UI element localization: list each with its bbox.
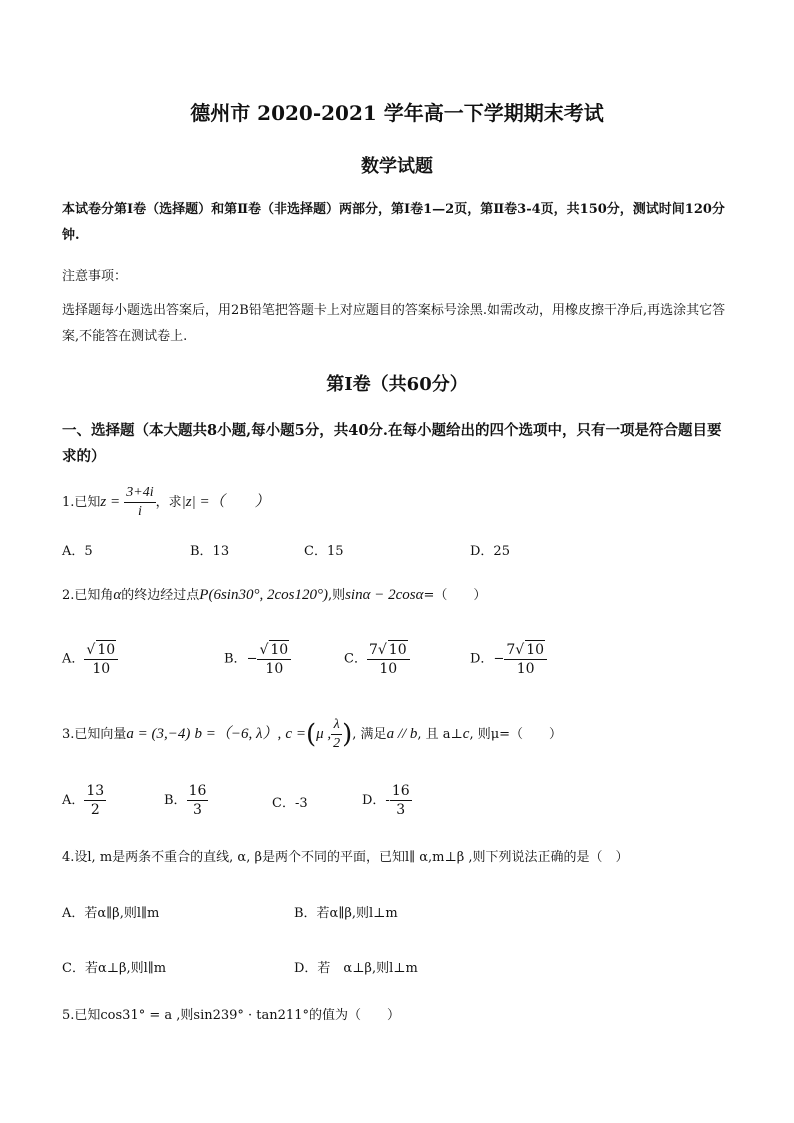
question-1 (62, 484, 270, 521)
q3-vec-b: b =（−6, λ）, (194, 726, 282, 742)
q2-stem-b: 的终边经过点 (121, 588, 200, 603)
question-3 (62, 716, 562, 753)
q2-c-rad: 10 (388, 642, 407, 658)
notice-text: 选择题每小题选出答案后，用2B铅笔把答题卡上对应题目的答案标号涂黑.如需改动，用橡皮擦干净后,再选涂其它答案,不能答在测试卷上. (62, 303, 726, 344)
q1-frac-num: 3+4i (124, 484, 155, 503)
q4-option-a: A．若α∥β,则l∥m (62, 906, 160, 921)
q3-d-den: 3 (396, 802, 406, 818)
q2-b-label: B． (224, 651, 247, 667)
question-4: 4.设l, m是两条不重合的直线, α, β是两个不同的平面，已知l∥ α,m⊥β ,则下列说法正确的是（ ） (62, 850, 629, 865)
q2-c-label: C． (344, 651, 367, 667)
q1-option-a: A．5 (62, 544, 93, 559)
q3-right-paren: ) (342, 719, 353, 750)
q2-alpha: α (113, 587, 122, 603)
q3-option-c: C．-3 (272, 796, 308, 811)
question-2 (62, 584, 486, 604)
q1-frac-den: i (137, 504, 142, 519)
q2-c-den: 10 (379, 661, 398, 677)
q2-d-coef: 7 (506, 642, 516, 658)
q2-expr: sinα − 2cosα (345, 587, 424, 603)
q3-stem-a: 3.已知向量 (62, 727, 127, 742)
q3-cond2: c (462, 726, 470, 742)
q1-prefix: 1.已知 (62, 495, 101, 510)
q2-d-label: D． (470, 651, 494, 667)
q4-option-b: B．若α∥β,则l⊥m (294, 906, 398, 921)
q3-cond1: a // b (386, 726, 418, 742)
q3-stem-d: , 则μ=（ ） (469, 727, 563, 742)
q2-a-label: A． (62, 651, 85, 667)
q2-b-den: 10 (265, 661, 284, 677)
q1-fraction (124, 484, 155, 521)
q2-a-rad: 10 (97, 642, 116, 658)
q4-option-c: C．若α⊥β,则l∥m (62, 961, 167, 976)
q3-b-den: 3 (193, 802, 202, 818)
q2-option-b (224, 640, 291, 678)
q3-b-label: B． (164, 793, 187, 808)
q3-option-d (362, 782, 412, 819)
section-title: 一、选择题（本大题共8小题,每小题5分，共40分.在每小题给出的四个选项中，只有一项是符合题目要求的） (62, 422, 722, 465)
q2-b-sign: − (246, 651, 258, 667)
q3-vec-a: a = (3,−4) (126, 726, 191, 742)
q2-a-den: 10 (92, 661, 111, 677)
q2-a-frac: $\frac{√ 10}{10}$ (84, 640, 118, 678)
q3-c-den: 2 (333, 736, 341, 751)
question-5: 5.已知cos31° = a ,则sin239° · tan211°的值为（ ） (62, 1008, 400, 1023)
q3-a-label: A． (62, 793, 85, 808)
q2-stem-c: ,则 (327, 588, 346, 603)
exam-subtitle: 数学试题 (361, 156, 433, 177)
q2-d-sign: − (493, 651, 505, 667)
q2-option-d (470, 640, 547, 678)
q3-b-num: 16 (188, 783, 207, 799)
notice-label: 注意事项： (62, 269, 128, 284)
exam-title: 德州市 2020-2021 学年高一下学期期末考试 (190, 101, 604, 125)
q2-d-rad: 10 (526, 642, 545, 658)
part1-heading: 第Ⅰ卷（共60分） (326, 374, 468, 395)
q3-c-frac (331, 716, 342, 753)
q1-ask: ，求 (155, 495, 182, 510)
q1-option-b: B．13 (190, 544, 230, 559)
q3-a-frac (84, 782, 106, 819)
q3-d-frac (390, 782, 412, 819)
q3-option-b (164, 782, 208, 819)
q3-vec-c-pre: c = (285, 726, 306, 742)
q2-option-a (62, 640, 118, 678)
q3-a-num: 13 (86, 783, 105, 799)
q2-point: P(6sin30°, 2cos120°) (199, 587, 328, 603)
q3-stem-b: , 满足 (352, 727, 387, 742)
q1-z-eq: z = (100, 494, 121, 510)
q4-option-d: D．若 α⊥β,则l⊥m (294, 961, 418, 976)
q3-stem-c: , 且 a⊥ (417, 727, 463, 742)
q2-c-coef: 7 (368, 642, 378, 658)
q3-b-frac (187, 782, 209, 819)
q1-option-d: D．25 (470, 544, 510, 559)
q1-abs-z: |z| =（ ） (181, 494, 270, 510)
q2-b-frac: $\frac{√ 10}{10}$ (257, 640, 291, 678)
q3-left-paren: ( (305, 719, 317, 750)
q2-b-rad: 10 (270, 642, 289, 658)
q2-stem-d: =（ ） (423, 588, 487, 603)
q2-d-den: 10 (516, 661, 535, 677)
q2-d-frac: $\frac{7√ 10}{10}$ (504, 640, 547, 678)
q3-d-num: 16 (391, 783, 410, 799)
q2-c-frac: $\frac{7√ 10}{10}$ (367, 640, 410, 678)
q3-d-label: D．- (362, 793, 390, 808)
q3-a-den: 2 (90, 802, 100, 818)
q3-c-mu: μ , (316, 726, 332, 742)
q2-option-c (344, 640, 410, 678)
q2-stem-a: 2.已知角 (62, 588, 114, 603)
q3-option-a (62, 782, 106, 819)
q1-option-c: C．15 (304, 544, 344, 559)
q3-c-num: λ (331, 716, 342, 735)
intro-paragraph: 本试卷分第Ⅰ卷（选择题）和第Ⅱ卷（非选择题）两部分，第Ⅰ卷1—2页，第Ⅱ卷3-4页，共150分，测试时间120分钟. (62, 202, 725, 243)
